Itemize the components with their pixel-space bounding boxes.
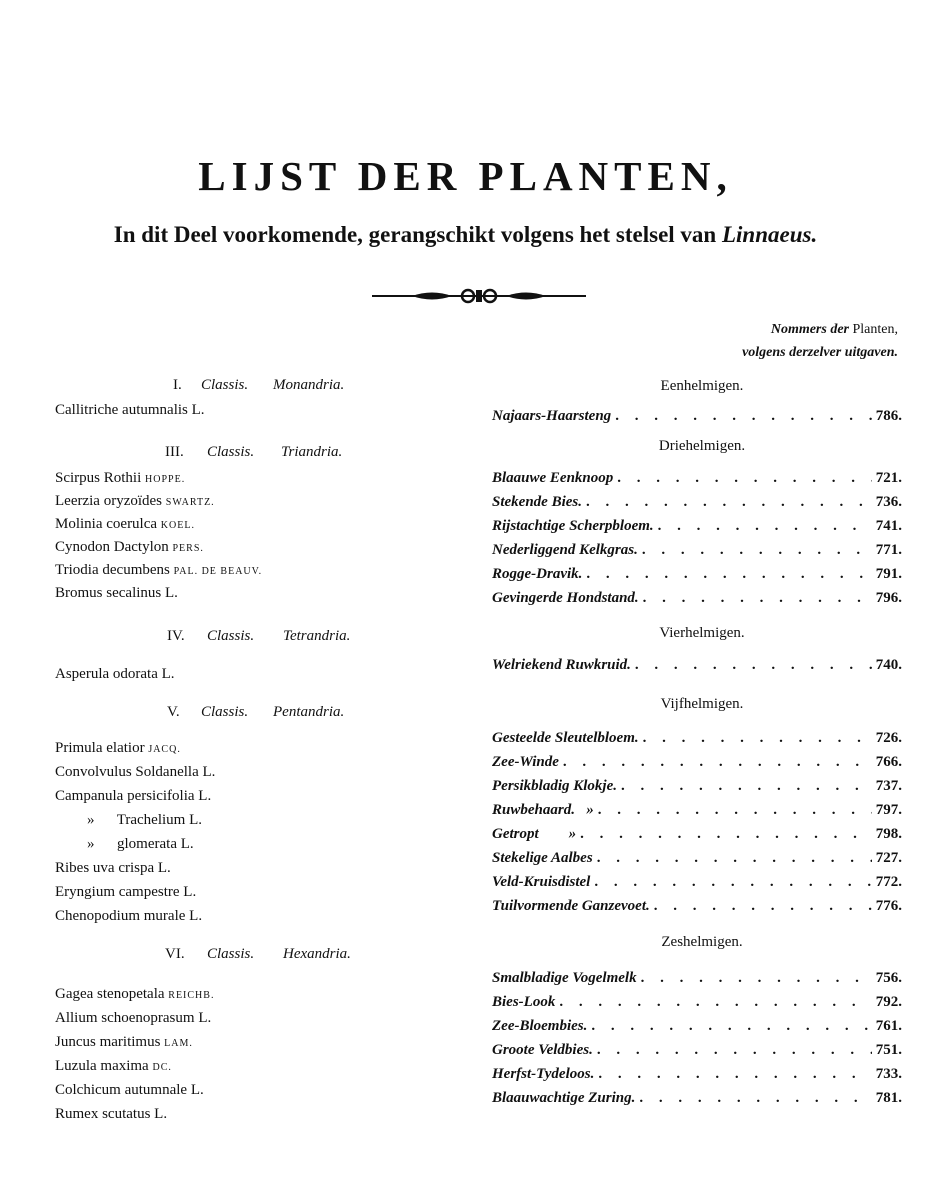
plant-entry	[55, 740, 181, 757]
leader-dots	[621, 778, 872, 795]
leader-dots	[563, 754, 872, 771]
group-title: Vijfhelmigen.	[660, 696, 744, 712]
class-number: I.	[173, 377, 182, 393]
plant-author: KOEL.	[160, 520, 195, 531]
plant-number-entry	[492, 566, 902, 583]
class-heading	[55, 704, 415, 726]
class-heading	[55, 946, 415, 968]
leader-dots	[643, 730, 872, 747]
class-name: Monandria.	[273, 377, 345, 393]
leader-dots	[586, 566, 871, 583]
plant-name: Convolvulus Soldanella	[55, 764, 203, 780]
plant-number-entry	[492, 826, 902, 843]
leader-dots	[586, 494, 872, 511]
class-label: Classis.	[201, 704, 249, 720]
class-number: IV.	[167, 628, 185, 644]
leader-dots	[559, 994, 871, 1011]
plant-name: Rumex scutatus	[55, 1106, 155, 1122]
plant-number: 736.	[875, 494, 902, 510]
class-number: VI.	[165, 946, 185, 962]
plant-number-entry	[492, 754, 902, 771]
plant-author: L.	[183, 884, 197, 900]
plant-name: Colchicum autumnale	[55, 1082, 191, 1098]
plant-author: L.	[191, 402, 205, 418]
plant-author: L.	[190, 1082, 204, 1098]
plant-number-entry	[492, 874, 902, 891]
plant-author: L.	[157, 860, 171, 876]
dutch-plant-name: Rogge-Dravik.	[492, 566, 583, 582]
plant-number: 727.	[875, 850, 902, 866]
plant-number-entry	[492, 408, 902, 425]
subtitle-text: In dit Deel voorkomende, gerangschikt volgens het stelsel van	[113, 222, 717, 247]
ornament-divider-icon	[372, 286, 586, 306]
class-name: Hexandria.	[283, 946, 351, 962]
plant-entry	[55, 860, 171, 877]
dutch-plant-name: Ruwbehaard. »	[492, 802, 594, 818]
plant-number: 733.	[875, 1066, 902, 1082]
group-title: Zeshelmigen.	[661, 934, 743, 950]
plant-number: 772.	[875, 874, 902, 890]
plant-entry	[55, 908, 202, 925]
leader-dots	[635, 657, 872, 674]
plant-name: Allium schoenoprasum	[55, 1010, 199, 1026]
plant-entry	[55, 1058, 172, 1075]
dutch-plant-name: Smalbladige Vogelmelk	[492, 970, 637, 986]
dutch-plant-name: Blaauwachtige Zuring.	[492, 1090, 636, 1106]
plant-author: L.	[198, 788, 212, 804]
plant-name: Chenopodium murale	[55, 908, 190, 924]
plant-name: Campanula persicifolia	[55, 788, 199, 804]
plant-number-entry	[492, 590, 902, 607]
plant-author: L.	[154, 1106, 168, 1122]
plant-author: JACQ.	[148, 744, 181, 755]
plant-number-entry	[492, 802, 902, 819]
dutch-plant-name: Tuilvormende Ganzevoet.	[492, 898, 650, 914]
plant-number: 771.	[875, 542, 902, 558]
dutch-plant-name: Najaars-Haarsteng	[492, 408, 612, 424]
class-number: III.	[165, 444, 184, 460]
page-subtitle	[0, 222, 931, 248]
dutch-plant-name: Stekende Bies.	[492, 494, 582, 510]
class-heading	[55, 377, 415, 399]
dutch-plant-name: Zee-Bloembies.	[492, 1018, 588, 1034]
plant-author: L.	[202, 764, 216, 780]
leader-dots	[617, 470, 871, 487]
leader-dots	[641, 970, 872, 987]
plant-author: LAM.	[164, 1038, 193, 1049]
leader-dots	[642, 542, 872, 559]
plant-number: 726.	[875, 730, 902, 746]
plant-author: PERS.	[172, 543, 204, 554]
plant-entry	[55, 539, 204, 556]
plant-number: 776.	[875, 898, 902, 914]
plant-author: L.	[180, 836, 194, 852]
plant-number-entry	[492, 518, 902, 535]
leader-dots	[591, 1018, 871, 1035]
plant-author: L.	[189, 908, 203, 924]
plant-number-entry	[492, 1066, 902, 1083]
plant-entry	[55, 1106, 167, 1123]
plant-author: DC.	[152, 1062, 172, 1073]
class-label: Classis.	[207, 444, 255, 460]
leader-dots	[580, 826, 872, 843]
plant-name: Eryngium campestre	[55, 884, 184, 900]
plant-number: 751.	[875, 1042, 902, 1058]
numbers-header-italic: Nommers der	[770, 322, 849, 337]
plant-entry	[87, 836, 194, 853]
plant-author: L.	[189, 812, 203, 828]
plant-number: 797.	[875, 802, 902, 818]
dutch-plant-name: Stekelige Aalbes	[492, 850, 593, 866]
plant-entry	[55, 470, 185, 487]
plant-name: Scirpus Rothii	[55, 470, 146, 486]
leader-dots	[597, 1042, 872, 1059]
numbers-header-line1	[771, 322, 898, 338]
plant-number-entry	[492, 730, 902, 747]
dutch-plant-name: Persikbladig Klokje.	[492, 778, 617, 794]
dutch-plant-name: Rijstachtige Scherpbloem.	[492, 518, 654, 534]
plant-entry	[55, 1010, 211, 1027]
plant-number: 781.	[875, 1090, 902, 1106]
leader-dots	[594, 874, 871, 891]
plant-entry	[55, 516, 195, 533]
plant-entry	[87, 812, 202, 829]
leader-dots	[639, 1090, 871, 1107]
plant-author: PAL. DE BEAUV.	[173, 566, 263, 577]
plant-author: HOPPE.	[145, 474, 186, 485]
dutch-plant-name: Zee-Winde	[492, 754, 559, 770]
plant-number: 756.	[875, 970, 902, 986]
plant-entry	[55, 1034, 193, 1051]
plant-name: Leerzia oryzoïdes	[55, 493, 166, 509]
plant-entry	[55, 764, 215, 781]
plant-name: Luzula maxima	[55, 1058, 153, 1074]
plant-entry	[55, 1082, 204, 1099]
plant-name: Primula elatior	[55, 740, 149, 756]
plant-number: 761.	[875, 1018, 902, 1034]
plant-number-entry	[492, 970, 902, 987]
plant-name: Cynodon Dactylon	[55, 539, 173, 555]
numbers-header-line2: volgens derzelver uitgaven.	[742, 345, 898, 360]
class-heading	[55, 444, 415, 466]
plant-number: 740.	[875, 657, 902, 673]
plant-number-entry	[492, 898, 902, 915]
leader-dots	[598, 1066, 871, 1083]
plant-entry	[55, 986, 214, 1003]
plant-number-entry	[492, 1042, 902, 1059]
plant-author: L.	[165, 585, 178, 601]
dutch-plant-name: Bies-Look	[492, 994, 556, 1010]
leader-dots	[615, 408, 872, 425]
class-name: Tetrandria.	[283, 628, 351, 644]
plant-entry	[55, 402, 205, 419]
plant-entry	[55, 493, 215, 510]
plant-author: L.	[161, 666, 175, 682]
plant-number-entry	[492, 1018, 902, 1035]
plant-author: SWARTZ.	[165, 497, 215, 508]
numbers-header-roman: Planten,	[852, 322, 898, 337]
leader-dots	[643, 590, 872, 607]
page-title: LIJST DER PLANTEN,	[198, 153, 733, 199]
plant-name: Bromus secalinus	[55, 585, 165, 601]
plant-entry	[55, 884, 196, 901]
dutch-plant-name: Veld-Kruisdistel	[492, 874, 591, 890]
dutch-plant-name: Blaauwe Eenknoop	[492, 470, 614, 486]
plant-number: 791.	[875, 566, 902, 582]
group-title: Vierhelmigen.	[659, 625, 745, 641]
plant-name: Juncus maritimus	[55, 1034, 165, 1050]
leader-dots	[597, 850, 872, 867]
plant-number-entry	[492, 470, 902, 487]
plant-number: 721.	[875, 470, 902, 486]
plant-entry	[55, 585, 178, 602]
plant-name: Molinia coerulca	[55, 516, 161, 532]
plant-name: » glomerata	[87, 836, 181, 852]
plant-number-entry	[492, 494, 902, 511]
subtitle-author: Linnaeus.	[721, 222, 818, 247]
class-label: Classis.	[201, 377, 249, 393]
group-title: Eenhelmigen.	[660, 378, 744, 394]
class-number: V.	[167, 704, 180, 720]
plant-entry	[55, 666, 175, 683]
class-label: Classis.	[207, 946, 255, 962]
plant-number: 741.	[875, 518, 902, 534]
plant-number-entry	[492, 994, 902, 1011]
plant-author: REICHB.	[168, 990, 215, 1001]
plant-number: 792.	[875, 994, 902, 1010]
plant-number-entry	[492, 778, 902, 795]
plant-number: 737.	[875, 778, 902, 794]
class-name: Pentandria.	[273, 704, 345, 720]
leader-dots	[654, 898, 872, 915]
class-name: Triandria.	[281, 444, 343, 460]
dutch-plant-name: Getropt »	[492, 826, 577, 842]
plant-name: Asperula odorata	[55, 666, 162, 682]
plant-name: Ribes uva crispa	[55, 860, 158, 876]
plant-number-entry	[492, 850, 902, 867]
dutch-plant-name: Nederliggend Kelkgras.	[492, 542, 638, 558]
plant-number: 766.	[875, 754, 902, 770]
plant-number-entry	[492, 1090, 902, 1107]
leader-dots	[598, 802, 872, 819]
plant-author: L.	[198, 1010, 212, 1026]
plant-name: Callitriche autumnalis	[55, 402, 192, 418]
plant-number: 798.	[875, 826, 902, 842]
dutch-plant-name: Gesteelde Sleutelbloem.	[492, 730, 639, 746]
dutch-plant-name: Groote Veldbies.	[492, 1042, 593, 1058]
plant-number: 796.	[875, 590, 902, 606]
plant-number-entry	[492, 657, 902, 674]
plant-name: Triodia decumbens	[55, 562, 174, 578]
plant-entry	[55, 788, 211, 805]
dutch-plant-name: Welriekend Ruwkruid.	[492, 657, 631, 673]
class-heading	[55, 628, 415, 650]
leader-dots	[658, 518, 872, 535]
dutch-plant-name: Herfst-Tydeloos.	[492, 1066, 595, 1082]
class-label: Classis.	[207, 628, 255, 644]
group-title: Driehelmigen.	[658, 438, 746, 454]
plant-name: » Trachelium	[87, 812, 190, 828]
plant-number-entry	[492, 542, 902, 559]
plant-name: Gagea stenopetala	[55, 986, 169, 1002]
dutch-plant-name: Gevingerde Hondstand.	[492, 590, 639, 606]
plant-number: 786.	[875, 408, 902, 424]
plant-entry	[55, 562, 262, 579]
